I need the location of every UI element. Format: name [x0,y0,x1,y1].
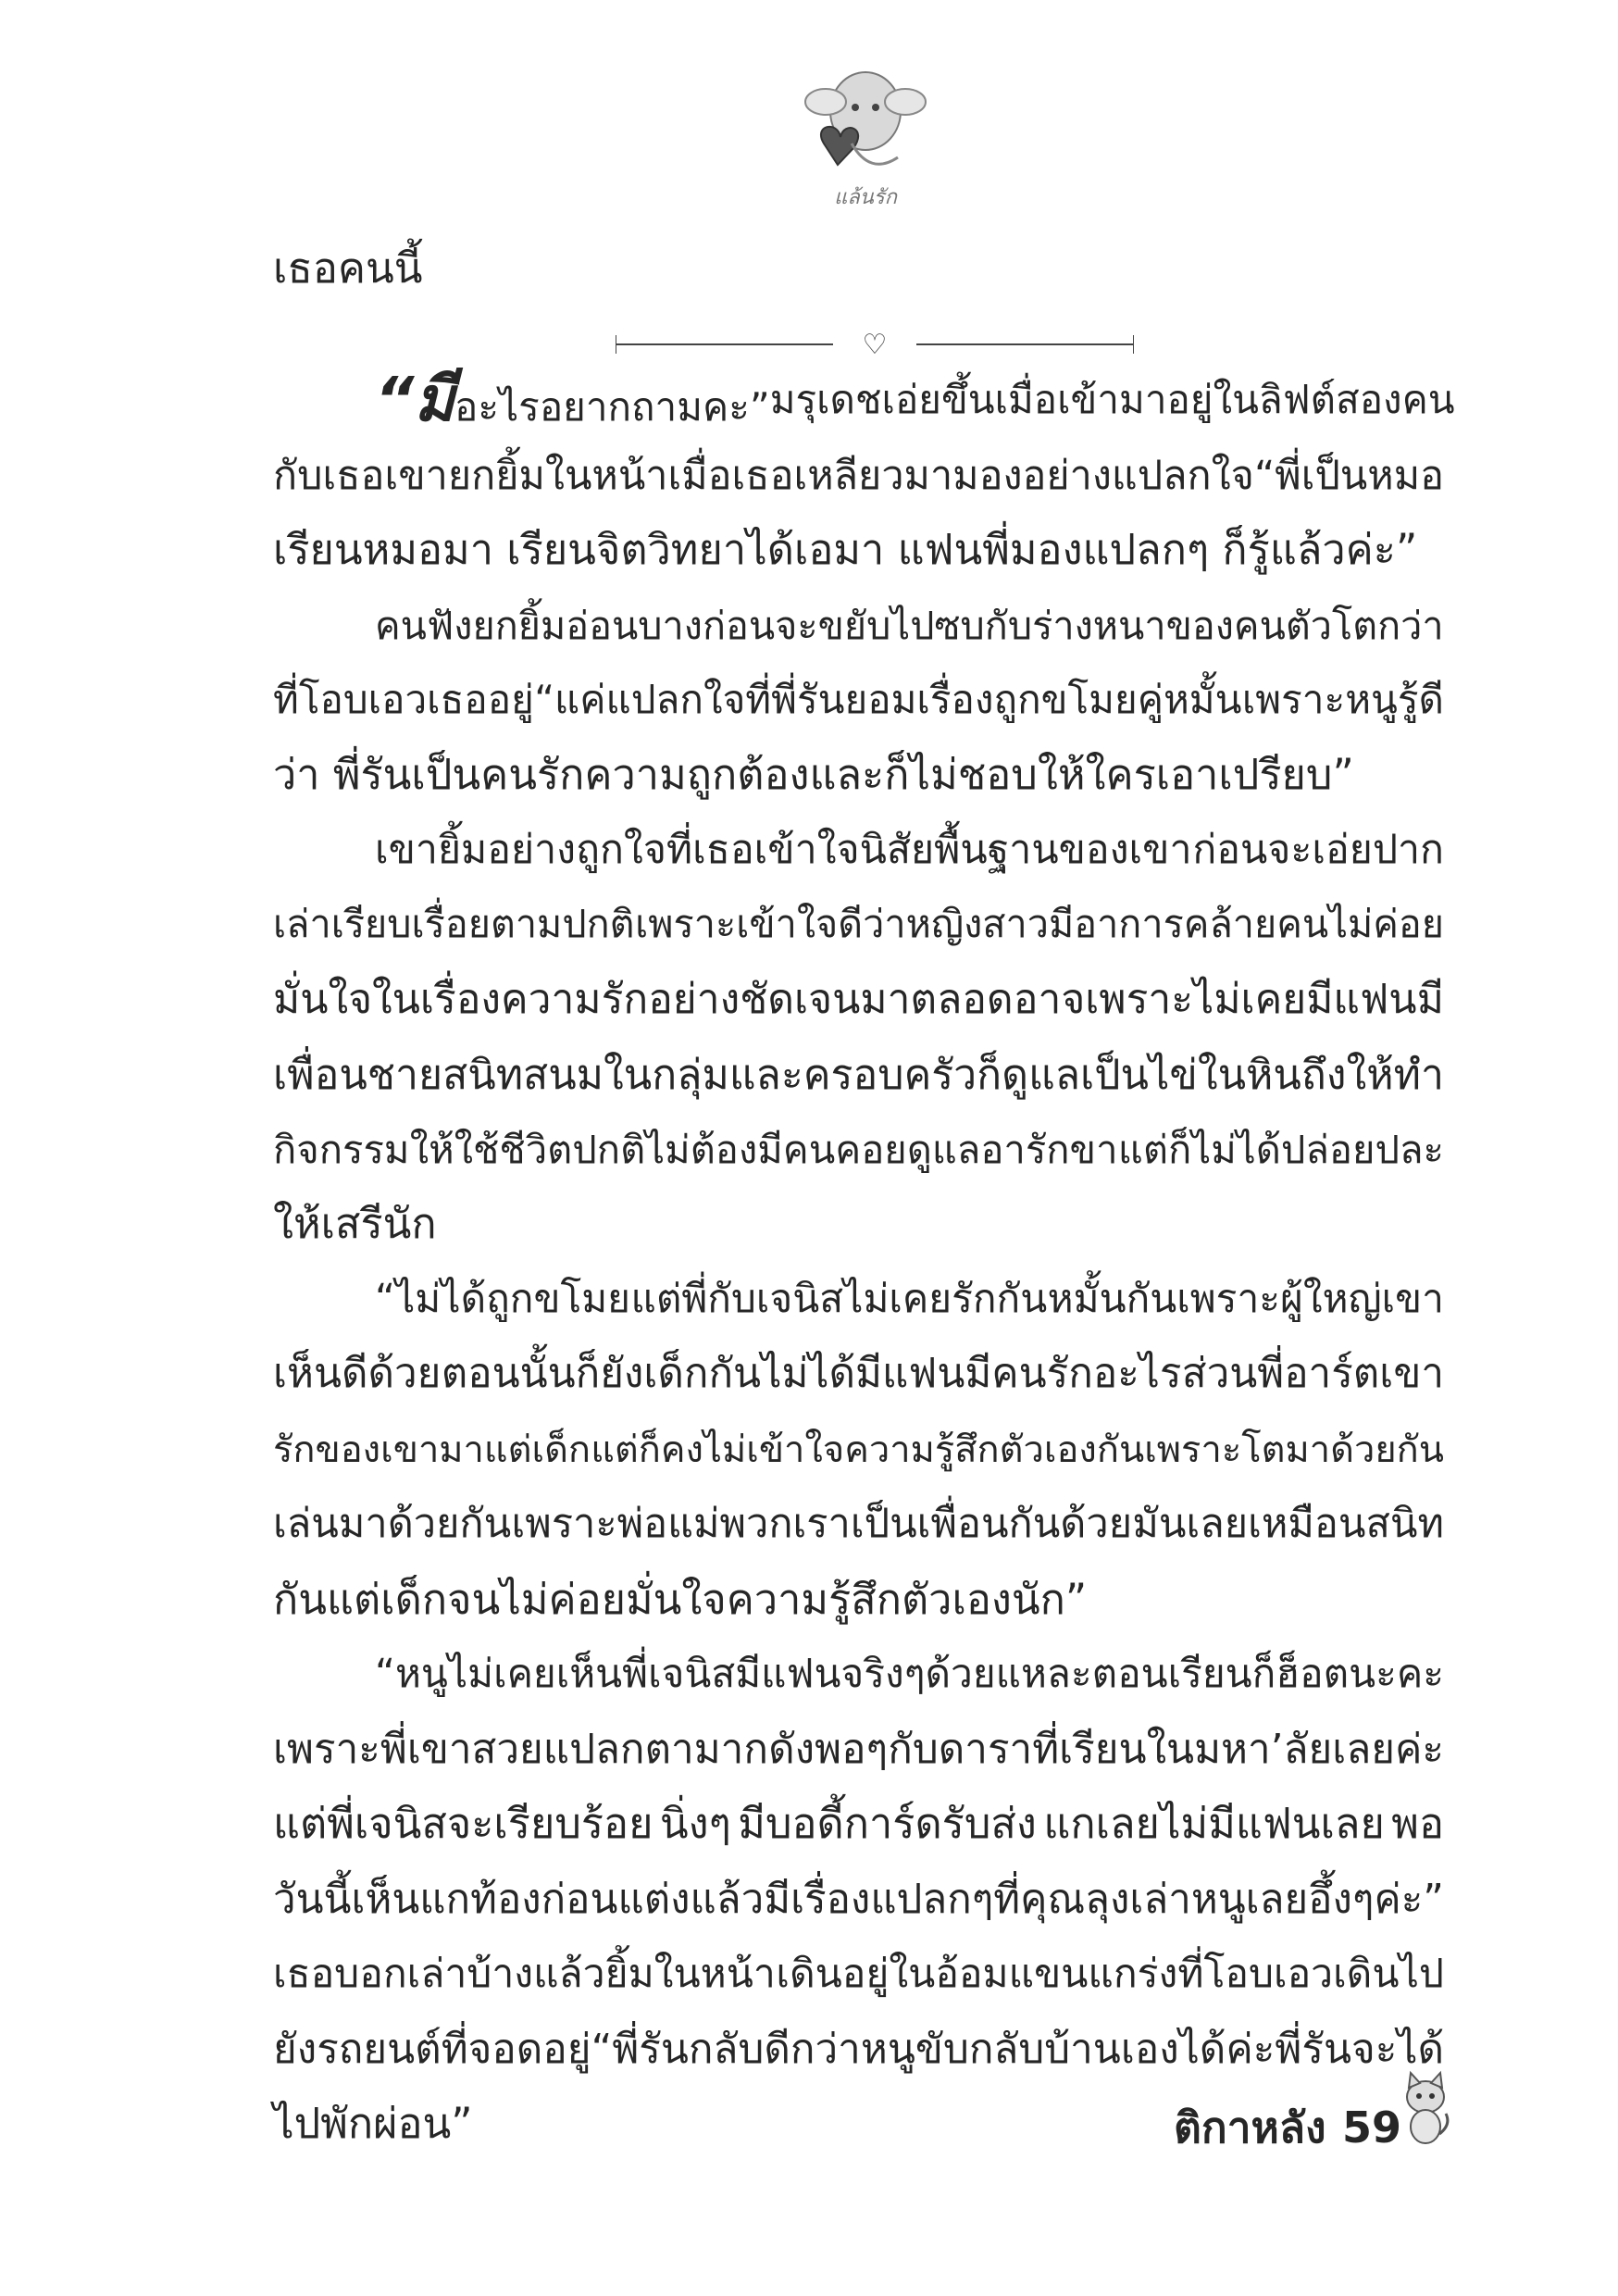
text-segment: มีบอดี้การ์ดรับส่ง [738,1799,1037,1848]
page-number: 59 [1342,2103,1402,2152]
divider-heart-icon: ♡ [862,329,888,361]
text-segment: กับเธอ [273,453,385,499]
text-segment: มันเลยเหมือนสนิท [1132,1501,1444,1547]
text-segment: อะไรอยากถามคะ” [454,384,770,430]
text-line [273,1487,1444,1561]
text-segment: ไปพักผ่อน” [273,2099,473,2148]
drop-cap: “มี [375,364,455,435]
text-segment: เพื่อนชายสนิทสนมในกลุ่ม [273,1051,729,1099]
text-line [273,1337,1444,1411]
text-segment: ยังรถยนต์ที่จอดอยู่ [273,2026,591,2073]
text-line [273,1187,437,1261]
text-segment: เพราะพ่อแม่พวกเราเป็นเพื่อนกันด้วย [511,1501,1133,1547]
text-segment: ส่วนพี่อาร์ตเขา [1181,1350,1444,1397]
section-divider [616,326,1134,363]
text-segment: มี [1416,976,1444,1023]
text-segment: ที่โอบเอวเธออยู่ [273,677,534,722]
text-line [273,1563,1087,1637]
text-line [273,2013,1444,2087]
text-segment: นิ่งๆ [659,1799,731,1848]
text-line [273,1787,1444,1861]
text-segment: ที่คุณลุงเล่า [993,1876,1191,1923]
text-segment: “แค่แปลกใจที่พี่รันยอมเรื่องถูกขโมยคู่หมั้น [534,677,1242,722]
text-segment: แต่ก็ไม่ได้ปล่อยปละ [1117,1127,1444,1172]
text-segment: หมั้นกันเพราะผู้ใหญ่เขา [1047,1277,1444,1322]
text-segment: เพราะพี่เขาสวยแปลกตามาก [273,1726,768,1773]
text-segment: ให้ใช้ชีวิตปกติไม่ต้องมีคนคอยดูแลอารักขา [409,1127,1118,1172]
text-segment: กับดาราที่เรียนในมหา’ลัยเลยค่ะ [888,1726,1444,1773]
text-segment: รักของเขามาแต่เด็ก [273,1429,591,1471]
text-line [375,589,1444,663]
text-line [273,2087,473,2161]
text-segment: แต่พี่เจนิสจะเรียบร้อย [273,1799,653,1848]
text-segment: เล่าเรียบเรื่อยตามปกติ [273,902,635,946]
text-segment: ว่า พี่รันเป็นคนรักความถูกต้องและก็ไม่ชอบให้ใครเอาเปรียบ” [273,750,1354,799]
text-segment: พอ [1391,1799,1444,1848]
text-line [273,439,1444,513]
text-segment: หนูขับกลับบ้านเองได้ค่ะ [860,2026,1276,2073]
text-segment: เล่นมาด้วยกัน [273,1501,512,1547]
text-line [375,1637,1444,1711]
text-segment: ถึงให้ทำ [1301,1051,1444,1099]
text-segment: กิจกรรม [273,1127,410,1172]
text-segment: เพราะหนูรู้ดี [1241,677,1444,722]
text-segment: “พี่รันกลับดีกว่า [591,2026,861,2073]
text-segment: พี่รันจะได้ [1275,2026,1444,2073]
text-segment: แต่ก็คงไม่เข้าใจความรู้สึกตัวเองกันเพราะโตมาด้วยกัน [591,1429,1444,1471]
text-line [273,1413,1444,1487]
text-line [273,663,1444,737]
text-segment: กันแต่เด็กจนไม่ค่อยมั่นใจความรู้สึกตัวเองนัก” [273,1575,1088,1624]
text-segment: หนูเลยอึ้งๆ [1190,1876,1375,1923]
text-segment: เขายิ้มอย่างถูกใจที่เธอเข้าใจนิสัยพื้นฐานของเขา [375,827,1192,873]
text-line [273,363,1455,444]
book-title: ติกาหลัง [1174,2103,1326,2152]
text-segment: เขายกยิ้มในหน้าเมื่อเธอเหลียวมามองอย่างแปลกใจ [384,453,1254,499]
text-segment: วันนี้เห็นแกท้องก่อนแต่งแล้วมีเรื่องแปลกๆ [273,1876,994,1923]
text-line [375,813,1444,887]
text-segment: เห็นดีด้วย [273,1350,442,1397]
text-segment: แกเลยไม่มีแฟนเลย [1043,1799,1385,1848]
text-segment: ด้วยแหละ [925,1651,1092,1696]
text-segment: อาจเพราะไม่เคยมีแฟน [1013,976,1417,1023]
text-line [273,963,1444,1037]
text-line [273,1863,1444,1937]
text-segment: ก่อนจะเอ่ยปาก [1192,827,1444,873]
text-segment: และครอบครัวก็ดูแลเป็นไข่ในหิน [728,1051,1301,1099]
text-segment: เธอบอกเล่าบ้างแล้วยิ้มในหน้า [273,1951,776,1997]
text-segment: เพราะเข้าใจดีว่าหญิงสาวมีอาการคล้ายคนไม่ค่อย [635,902,1444,946]
text-segment: เดินอยู่ในอ้อมแขนแกร่งที่โอบเอวเดินไป [776,1951,1444,1997]
kitten-icon [1398,2069,1453,2148]
text-segment: “ไม่ได้ถูกขโมย [375,1277,631,1322]
cherub-logo-icon [796,56,935,213]
text-segment: “หนูไม่เคยเห็นพี่เจนิสมีแฟนจริงๆ [375,1651,926,1696]
text-segment: แต่พี่กับเจนิสไม่เคยรักกัน [630,1277,1048,1322]
logo-text: แล้นรัก [834,186,897,209]
text-segment: เธอคนนี้ [273,243,423,293]
text-line [273,1937,1444,2011]
text-segment: ให้เสรีนัก [273,1199,437,1248]
text-line [273,1713,1444,1787]
text-line [273,1113,1444,1187]
text-segment: ตอนนั้นก็ยังเด็กกัน [441,1350,762,1397]
text-segment: “พี่เป็นหมอ [1253,453,1444,499]
text-segment: ค่ะ” [1374,1876,1444,1923]
text-line [273,738,1354,812]
text-segment: มั่นใจในเรื่องความรักอย่างชัดเจนมาตลอด [273,976,1014,1023]
text-line [273,513,1417,587]
text-segment: ดังพอๆ [768,1726,889,1773]
text-segment: ไม่ได้มีแฟนมีคนรักอะไร [761,1350,1182,1397]
text-line [375,1263,1444,1337]
text-line [273,1038,1444,1112]
text-segment: มรุเดชเอ่ยขึ้นเมื่อเข้ามาอยู่ในลิฟต์สองคน [769,377,1455,422]
text-segment: เรียนหมอมา เรียนจิตวิทยาได้เอมา แฟนพี่มองแปลกๆ ก็รู้แล้วค่ะ” [273,525,1418,574]
text-segment: คนฟังยกยิ้มอ่อนบางก่อนจะขยับไปซบกับร่างหนาของคนตัวโตกว่า [375,604,1444,648]
text-line [273,887,1444,961]
text-line [273,231,423,306]
text-segment: ตอนเรียนก็ฮ็อตนะคะ [1091,1651,1444,1696]
